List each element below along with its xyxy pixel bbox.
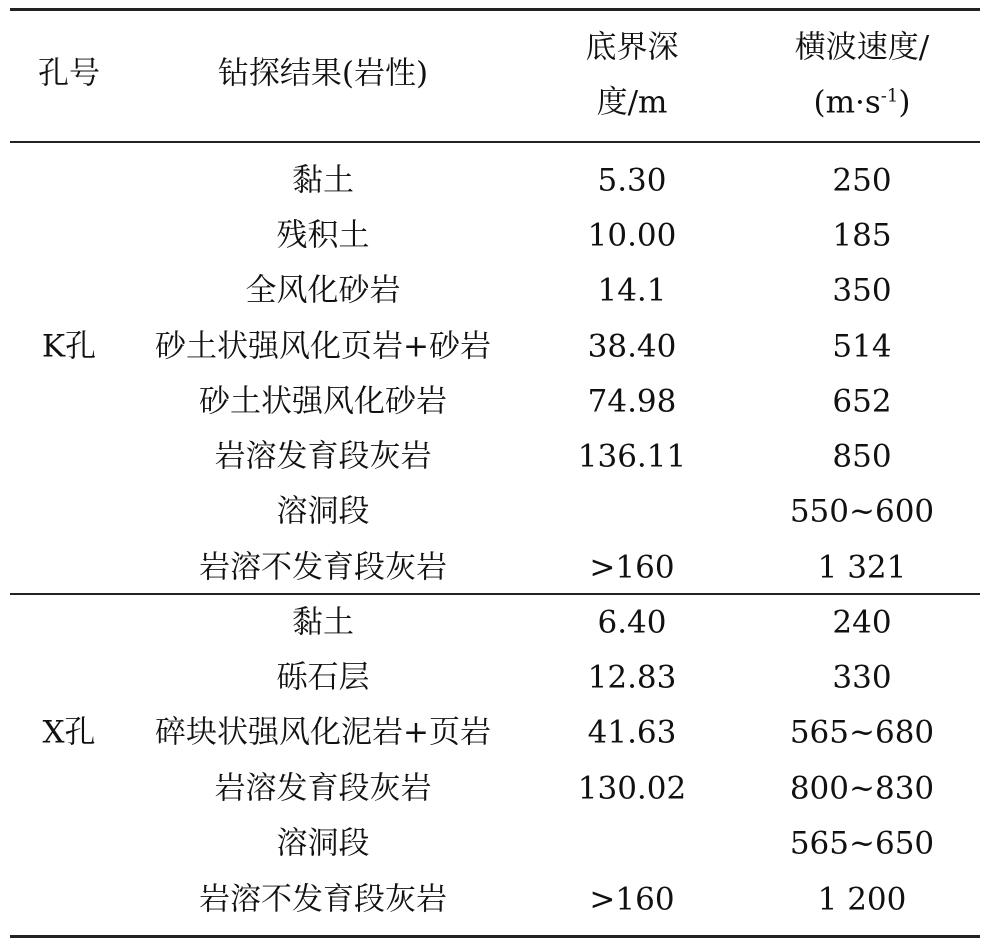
table-cell-velocity: 330 bbox=[832, 659, 892, 696]
table-cell-lithology: 岩溶发育段灰岩 bbox=[214, 770, 432, 807]
table-cell-lithology: 溶洞段 bbox=[276, 493, 370, 530]
table-cell-velocity: 550~600 bbox=[789, 493, 935, 530]
table-cell-depth: 38.40 bbox=[587, 328, 677, 365]
table-cell-lithology: 黏土 bbox=[292, 604, 354, 641]
table-cell-velocity: 1 321 bbox=[817, 549, 907, 586]
table-bottom-rule bbox=[10, 935, 980, 938]
header-vs-unit-exponent: -1 bbox=[880, 85, 899, 107]
header-depth-line2: 度/m bbox=[596, 84, 668, 121]
table-cell-velocity: 800~830 bbox=[789, 770, 935, 807]
table-cell-velocity: 565~650 bbox=[789, 825, 935, 862]
table-cell-lithology: 砂土状强风化砂岩 bbox=[199, 383, 447, 420]
table-top-rule bbox=[10, 8, 980, 11]
table-cell-velocity: 185 bbox=[832, 217, 892, 254]
table-cell-depth: 14.1 bbox=[597, 272, 667, 309]
table-cell-velocity: 250 bbox=[832, 162, 892, 199]
table-cell-depth: >160 bbox=[589, 549, 675, 586]
hole-label-k: K孔 bbox=[41, 328, 97, 365]
table-cell-lithology: 溶洞段 bbox=[276, 825, 370, 862]
header-vs-line2 bbox=[813, 84, 911, 121]
table-cell-lithology: 岩溶不发育段灰岩 bbox=[199, 549, 447, 586]
table-cell-lithology: 全风化砂岩 bbox=[245, 272, 401, 309]
hole-label-x: X孔 bbox=[42, 714, 96, 751]
table-cell-depth: 6.40 bbox=[597, 604, 667, 641]
table-cell-depth: 136.11 bbox=[577, 438, 687, 475]
header-vs-unit-post: ) bbox=[898, 84, 911, 121]
table-cell-lithology: 碎块状强风化泥岩+页岩 bbox=[155, 714, 491, 751]
group-divider-rule bbox=[10, 593, 980, 595]
table-cell-velocity: 240 bbox=[832, 604, 892, 641]
header-bottom-rule bbox=[10, 141, 980, 143]
table-cell-velocity: 652 bbox=[832, 383, 892, 420]
table-cell-lithology: 砂土状强风化页岩+砂岩 bbox=[155, 328, 491, 365]
table-cell-depth: 5.30 bbox=[597, 162, 667, 199]
table-cell-lithology: 黏土 bbox=[292, 162, 354, 199]
table-cell-lithology: 岩溶发育段灰岩 bbox=[214, 438, 432, 475]
table-cell-depth: 10.00 bbox=[587, 217, 677, 254]
table-cell-lithology: 残积土 bbox=[276, 217, 370, 254]
table-cell-depth: 12.83 bbox=[587, 659, 677, 696]
table-cell-velocity: 565~680 bbox=[789, 714, 935, 751]
header-vs-line1: 横波速度/ bbox=[794, 29, 930, 66]
table-cell-lithology: 砾石层 bbox=[276, 659, 370, 696]
header-hole-no: 孔号 bbox=[38, 55, 100, 92]
table-cell-lithology: 岩溶不发育段灰岩 bbox=[199, 881, 447, 918]
header-depth-line1: 底界深 bbox=[585, 29, 679, 66]
table-cell-depth: 130.02 bbox=[577, 770, 687, 807]
table-cell-velocity: 514 bbox=[832, 328, 892, 365]
table-cell-velocity: 850 bbox=[832, 438, 892, 475]
header-drilling-result: 钻探结果(岩性) bbox=[217, 55, 429, 92]
table-cell-velocity: 1 200 bbox=[817, 881, 907, 918]
table-cell-velocity: 350 bbox=[832, 272, 892, 309]
header-vs-unit-pre: (m·s bbox=[813, 84, 881, 121]
table-cell-depth: >160 bbox=[589, 881, 675, 918]
table-cell-depth: 74.98 bbox=[587, 383, 677, 420]
table-cell-depth: 41.63 bbox=[587, 714, 677, 751]
